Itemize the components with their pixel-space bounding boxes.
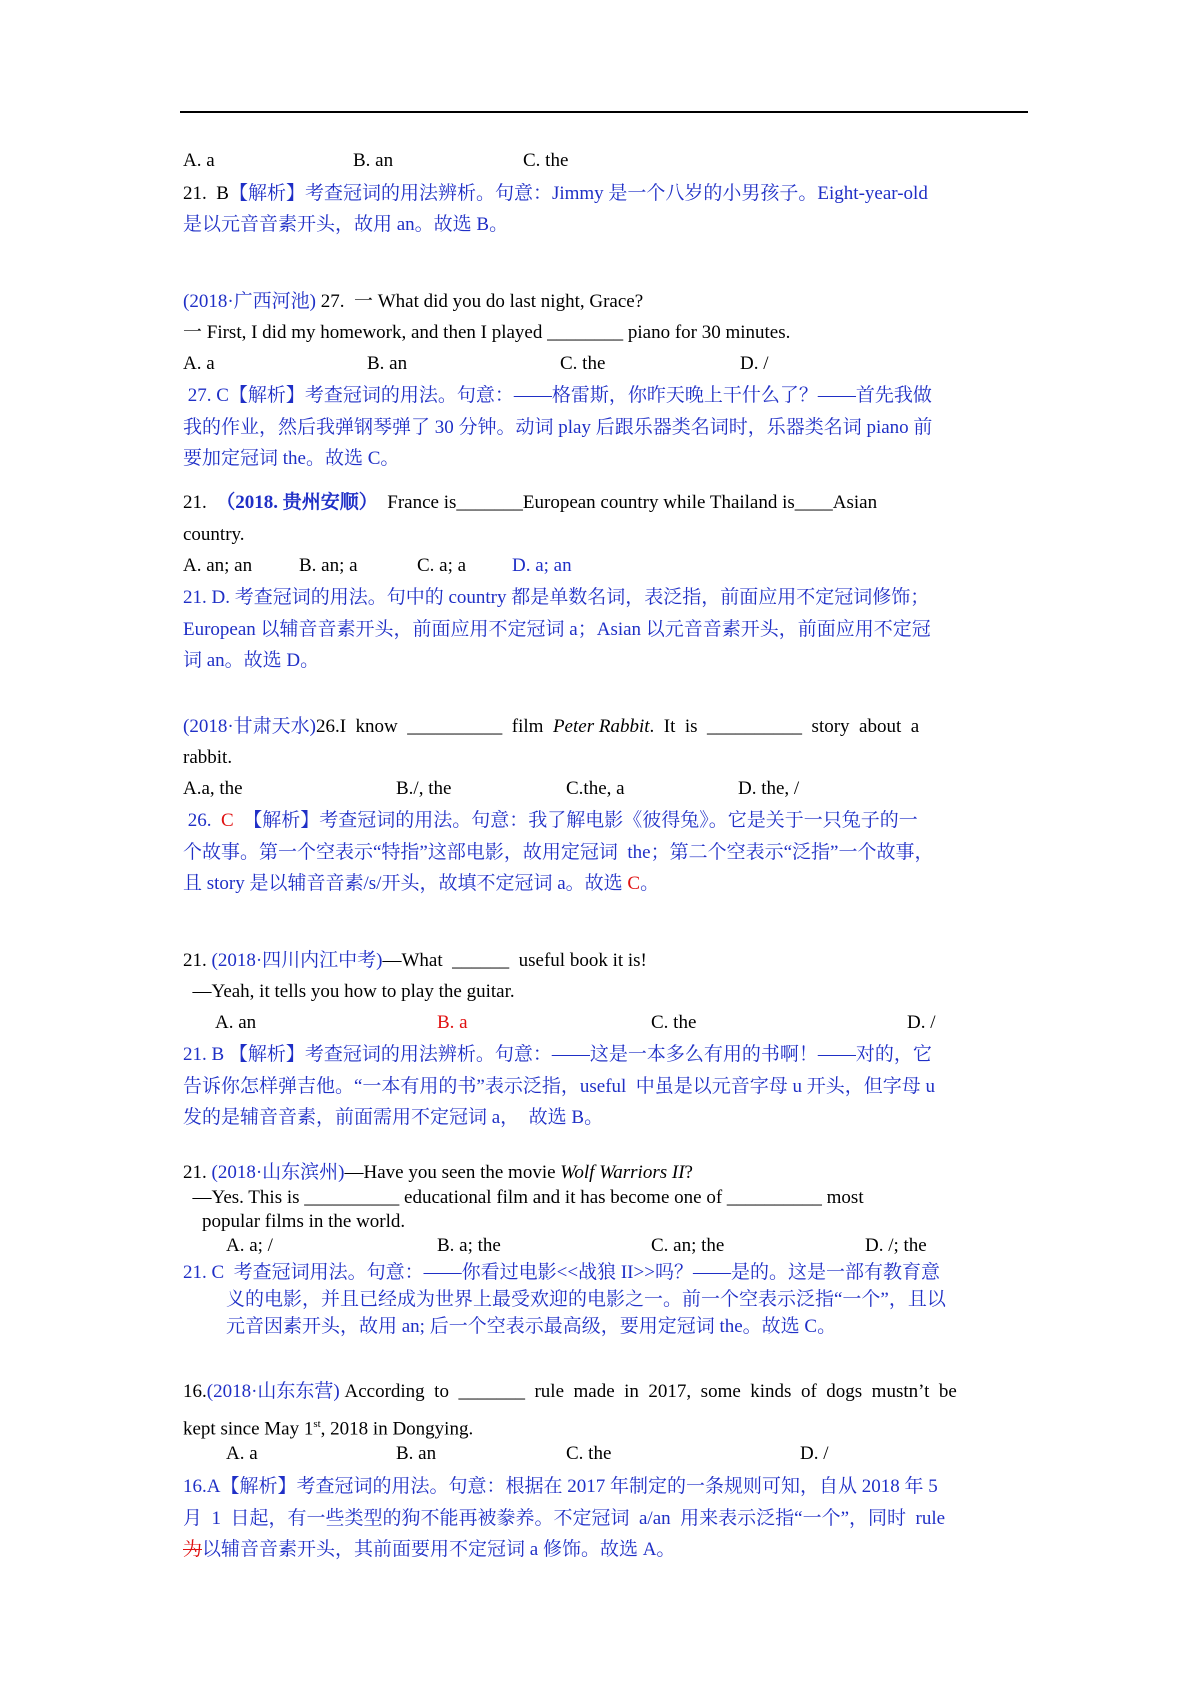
q1-option-c: C. the [523, 150, 569, 171]
q5-option-a: A. an [215, 1012, 257, 1033]
q1-option-b: B. an [353, 150, 394, 171]
q6-answer-line2: 义的电影，并且已经成为世界上最受欢迎的电影之一。前一个空表示泛指“一个”，且以 [226, 1289, 946, 1310]
q7-stem-line1: 16.(2018·山东东营) According to _______ rule made in 2017, some kinds of dogs mustn’t be [183, 1381, 957, 1402]
q4-stem-line2: rabbit. [183, 747, 233, 768]
q6-answer-line1: 21. C 考查冠词用法。句意：——你看过电影<<战狼 II>>吗？——是的。这是一部有教育意 [183, 1262, 940, 1283]
q2-option-c: C. the [560, 353, 606, 374]
q2-stem-line2: 一 First, I did my homework, and then I played ________ piano for 30 minutes. [183, 322, 791, 343]
q5-stem-line2: —Yeah, it tells you how to play the guitar. [183, 981, 515, 1002]
q5-option-b: B. a [437, 1012, 468, 1033]
q7-answer-line3: 为以辅音音素开头，其前面要用不定冠词 a 修饰。故选 A。 [183, 1539, 676, 1560]
q4-answer-line2: 个故事。第一个空表示“特指”这部电影，故用定冠词 the；第二个空表示“泛指”一个故事， [183, 842, 934, 863]
q6-option-d: D. /; the [865, 1235, 927, 1256]
q4-option-c: C.the, a [566, 778, 625, 799]
q4-option-d: D. the, / [738, 778, 800, 799]
q6-source: (2018·山东滨州) [211, 1162, 345, 1183]
q3-stem-line1: 21. （2018. 贵州安顺） France is_______European country while Thailand is____Asian [183, 492, 878, 513]
q7-stem-line2: kept since May 1st, 2018 in Dongying. [183, 1418, 474, 1440]
q4-answer-line3: 且 story 是以辅音音素/s/开头，故填不定冠词 a。故选 C。 [183, 873, 660, 894]
q6-option-c: C. an; the [651, 1235, 725, 1256]
q3-stem-line2: country. [183, 524, 245, 545]
q5-answer-line3: 发的是辅音音素，前面需用不定冠词 a， 故选 B。 [183, 1107, 604, 1128]
q4-source: (2018·甘肃天水) [183, 716, 316, 737]
q2-option-d: D. / [740, 353, 769, 374]
q7-answer-line1: 16.A【解析】考查冠词的用法。句意：根据在 2017 年制定的一条规则可知，自从 2018 年 5 [183, 1476, 938, 1497]
q5-answer-line2: 告诉你怎样弹吉他。“一本有用的书”表示泛指，useful 中虽是以元音字母 u 开头，但字母 u [183, 1076, 936, 1097]
q2-option-b: B. an [367, 353, 408, 374]
q2-answer-line2: 我的作业，然后我弹钢琴弹了 30 分钟。动词 play 后跟乐器类名词时，乐器类名词 piano 前 [183, 417, 933, 438]
q7-option-b: B. an [396, 1443, 437, 1464]
q3-answer-line1: 21. D. 考查冠词的用法。句中的 country 都是单数名词，表泛指，前面应用不定冠词修饰； [183, 587, 930, 608]
q5-option-c: C. the [651, 1012, 697, 1033]
q5-answer-line1: 21. B 【解析】考查冠词的用法辨析。句意：——这是一本多么有用的书啊！——对的，它 [183, 1044, 932, 1065]
q5-option-d: D. / [907, 1012, 936, 1033]
q7-option-a: A. a [226, 1443, 258, 1464]
q3-option-a: A. an; an [183, 555, 253, 576]
q4-answer-line1: 26. C 【解析】考查冠词的用法。句意：我了解电影《彼得兔》。它是关于一只兔子的一 [183, 810, 918, 831]
q3-answer-line3: 词 an。故选 D。 [183, 650, 320, 671]
q7-option-d: D. / [800, 1443, 829, 1464]
q6-stem-line2: —Yes. This is __________ educational film and it has become one of __________ most [183, 1187, 864, 1208]
q6-option-b: B. a; the [437, 1235, 501, 1256]
q2-option-a: A. a [183, 353, 215, 374]
q3-answer-line2: European 以辅音音素开头，前面应用不定冠词 a；Asian 以元音音素开头，前面应用不定冠 [183, 619, 931, 640]
q7-option-c: C. the [566, 1443, 612, 1464]
q6-stem-line1: 21. (2018·山东滨州)—Have you seen the movie Wolf Warriors II? [183, 1162, 693, 1183]
q6-option-a: A. a; / [226, 1235, 273, 1256]
q3-option-c: C. a; a [417, 555, 467, 576]
q2-stem-line1: (2018·广西河池) 27. 一 What did you do last night, Grace? [183, 291, 644, 312]
q6-answer-line3: 元音因素开头，故用 an; 后一个空表示最高级，要用定冠词 the。故选 C。 [226, 1316, 837, 1337]
q4-stem-line1: (2018·甘肃天水)26.I know __________ film Peter Rabbit. It is __________ story about a [183, 716, 920, 737]
q2-answer-line1: 27. C【解析】考查冠词的用法。句意：——格雷斯，你昨天晚上干什么了？——首先我做 [183, 385, 932, 406]
header-rule [180, 111, 1028, 113]
q4-option-a: A.a, the [183, 778, 243, 799]
q2-answer-line3: 要加定冠词 the。故选 C。 [183, 448, 400, 469]
q5-stem-line1: 21. (2018·四川内江中考)—What ______ useful book it is! [183, 950, 647, 971]
q7-source: (2018·山东东营) [206, 1381, 340, 1402]
q4-option-b: B./, the [396, 778, 452, 799]
q3-option-d: D. a; an [512, 555, 572, 576]
q3-option-b: B. an; a [299, 555, 358, 576]
q2-source: (2018·广西河池) [183, 291, 316, 312]
q1-option-a: A. a [183, 150, 215, 171]
q3-source: （2018. 贵州安顺） [216, 492, 378, 513]
q6-stem-line3: popular films in the world. [183, 1211, 406, 1232]
q5-source: (2018·四川内江中考) [211, 950, 383, 971]
q7-answer-line2: 月 1 日起，有一些类型的狗不能再被豢养。不定冠词 a/an 用来表示泛指“一个”，同时 rule [183, 1508, 946, 1529]
q1-answer-line1: 21. B【解析】考查冠词的用法辨析。句意：Jimmy 是一个八岁的小男孩子。Eight-year-old [183, 183, 928, 204]
q1-answer-line2: 是以元音音素开头，故用 an。故选 B。 [183, 214, 509, 235]
